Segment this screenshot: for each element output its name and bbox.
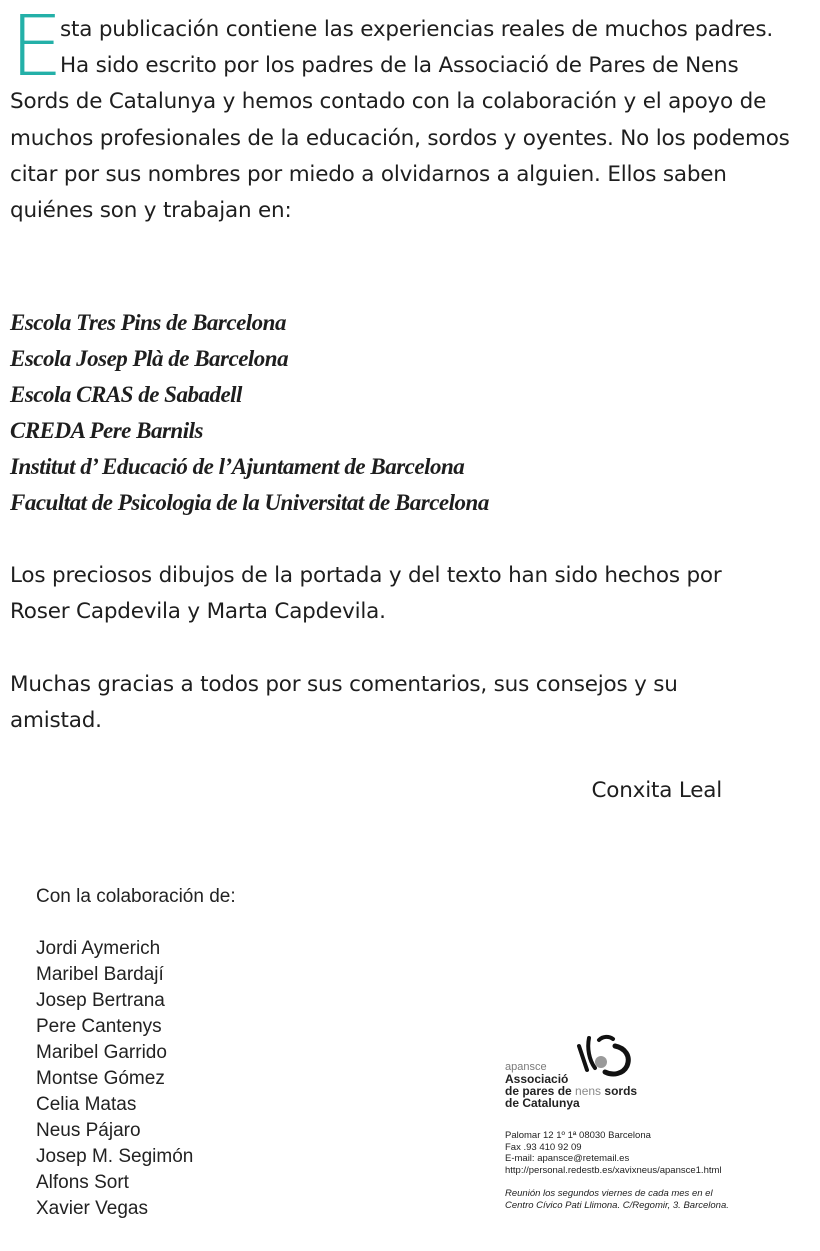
- meeting-line: Centro Cívico Pati Llimona. C/Regomir, 3. Barcelona.: [505, 1200, 729, 1211]
- collaborator-name: Maribel Garrido: [36, 1042, 167, 1063]
- school-item: Facultat de Psicologia de la Universitat de Barcelona: [10, 490, 489, 515]
- organization-name-line3: de Catalunya: [505, 1096, 580, 1110]
- school-item: Institut d’ Educació de l’Ajuntament de Barcelona: [10, 454, 465, 479]
- school-item: Escola CRAS de Sabadell: [10, 382, 242, 407]
- website: http://personal.redestb.es/xavixneus/apansce1.html: [505, 1164, 722, 1176]
- collaborator-name: Josep Bertrana: [36, 990, 165, 1011]
- school-list: [10, 305, 790, 521]
- intro-text: sta publicación contiene las experiencias reales de muchos padres. Ha sido escrito por los padres de la Associació de Pares de Nens Sords de Catalunya y hemos contado con la colaboración y el apoyo de muchos profesionales de la educación, sordos y oyentes. No los podemos citar por sus nombres por miedo a olvidarnos a alguien. Ellos saben quiénes son y trabajan en:: [10, 17, 790, 224]
- drop-cap: [10, 0, 63, 95]
- collaborator-name: Montse Gómez: [36, 1068, 165, 1089]
- intro-paragraph: [10, 0, 790, 229]
- school-item: Escola Josep Plà de Barcelona: [10, 346, 289, 371]
- organization-logo: [505, 1030, 805, 1211]
- school-item: CREDA Pere Barnils: [10, 418, 203, 443]
- signature: Conxita Leal: [591, 778, 722, 803]
- email: E-mail: apansce@retemail.es: [505, 1153, 630, 1164]
- organization-contact: [505, 1130, 722, 1176]
- collaborator-name: Maribel Bardají: [36, 964, 164, 985]
- fax: Fax .93 410 92 09: [505, 1141, 582, 1153]
- collaborator-name: Celia Matas: [36, 1094, 137, 1115]
- organization-short-name: apansce: [505, 1061, 547, 1073]
- collaborators-list: [36, 936, 236, 1222]
- meeting-line: Reunión los segundos viernes de cada mes en el: [505, 1188, 713, 1199]
- org-name-part: sords: [601, 1084, 638, 1098]
- collaborator-name: Josep M. Segimón: [36, 1146, 194, 1167]
- address: Palomar 12 1º 1ª 08030 Barcelona: [505, 1130, 651, 1141]
- org-name-part: nens: [575, 1084, 602, 1098]
- school-item: Escola Tres Pins de Barcelona: [10, 310, 286, 335]
- drop-cap-letter: E: [10, 0, 63, 95]
- collaborator-name: Alfons Sort: [36, 1172, 129, 1193]
- thanks-paragraph: Muchas gracias a todos por sus comentarios, sus consejos y su amistad.: [10, 672, 678, 733]
- collaborator-name: Pere Cantenys: [36, 1016, 162, 1037]
- collaborator-name: Jordi Aymerich: [36, 938, 161, 959]
- org-name-part: de pares de: [505, 1084, 576, 1098]
- organization-name: [505, 1073, 637, 1109]
- collaborator-name: Xavier Vegas: [36, 1198, 148, 1219]
- meeting-info: [505, 1188, 729, 1212]
- organization-block: [505, 1030, 805, 1211]
- collaborators-heading: Con la colaboración de:: [36, 886, 236, 907]
- collaborator-name: Neus Pájaro: [36, 1120, 141, 1141]
- organization-name-line1: Associació: [505, 1072, 569, 1086]
- collaborators-section: [36, 884, 236, 1222]
- illustrations-credit: Los preciosos dibujos de la portada y del texto han sido hechos por Roser Capdevila y Marta Capdevila.: [10, 563, 722, 624]
